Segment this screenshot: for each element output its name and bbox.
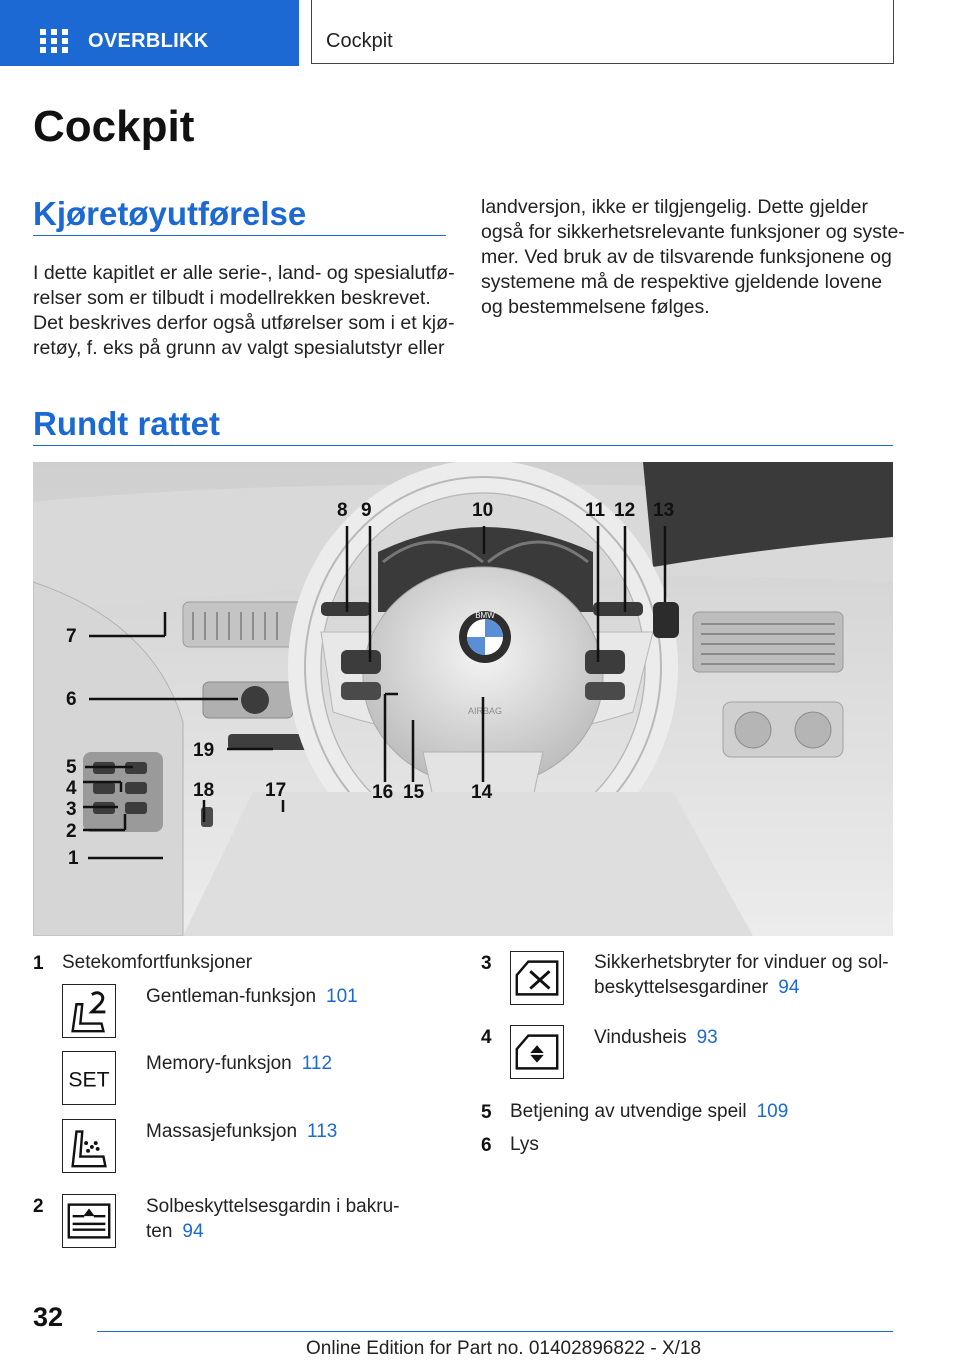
legend-label-3: Sikkerhetsbryter for vinduer og sol- beskyttelsesgardiner 94: [594, 952, 889, 998]
callout-6: 6: [66, 689, 77, 710]
legend-number-1: 1: [33, 953, 44, 974]
section-rule: [33, 235, 446, 236]
grid-icon: [40, 29, 68, 53]
callout-10: 10: [472, 500, 494, 521]
footer-rule: [97, 1331, 893, 1332]
legend-number-5: 5: [481, 1102, 492, 1123]
page-number: 32: [33, 1302, 64, 1332]
callout-13: 13: [653, 500, 675, 521]
header-section-box: [311, 0, 894, 64]
set-icon: [62, 1051, 116, 1105]
callout-3: 3: [66, 799, 77, 820]
airbag-label: AIRBAG: [467, 706, 503, 716]
callout-14: 14: [471, 782, 493, 803]
callout-2: 2: [66, 821, 77, 842]
rear-sunblind-icon: [62, 1194, 116, 1248]
legend-sub-gentleman: Gentleman-funksjon 101: [146, 986, 358, 1007]
seat-massage-icon: [62, 1119, 116, 1173]
cockpit-illustration: [33, 462, 893, 936]
callout-12: 12: [614, 500, 636, 521]
legend-number-3: 3: [481, 953, 492, 974]
window-lift-icon: [510, 1025, 564, 1079]
callout-4: 4: [66, 778, 77, 799]
legend-label-5: Betjening av utvendige speil 109: [510, 1101, 789, 1122]
footer-edition-text: Online Edition for Part no. 01402896822 - X/18: [306, 1338, 702, 1359]
legend-number-6: 6: [481, 1135, 492, 1156]
legend-number-4: 4: [481, 1027, 492, 1048]
header-tab-label: OVERBLIKK: [88, 30, 209, 52]
intro-text-col1: I dette kapitlet er alle serie-, land- og spesialutfø- relser som er tilbudt i modellrekken beskrevet. Det beskrives derfor også utførelser som i et kjø- retøy, f. eks på grunn av valgt spesialutstyr eller: [33, 262, 455, 359]
window-lock-icon: [510, 951, 564, 1005]
legend-label-2: Solbeskyttelsesgardin i bakru- ten 94: [146, 1196, 400, 1242]
callout-17: 17: [265, 780, 287, 801]
svg-text:SET: SET: [68, 1068, 110, 1092]
legend-sub-massage: Massasjefunksjon 113: [146, 1121, 338, 1142]
header-section-label: Cockpit: [326, 30, 393, 52]
section-heading-vehicle-version: Kjøretøyutførelse: [33, 195, 307, 232]
callout-5: 5: [66, 757, 77, 778]
seat-memory-icon: [62, 984, 116, 1038]
callout-15: 15: [403, 782, 425, 803]
legend-sub-memory: Memory-funksjon 112: [146, 1053, 333, 1074]
bmw-logo-text: BMW: [475, 611, 495, 620]
callout-8: 8: [337, 500, 348, 521]
legend-label-6: Lys: [510, 1134, 539, 1155]
callout-7: 7: [66, 626, 77, 647]
intro-text-col2: landversjon, ikke er tilgjengelig. Dette gjelder også for sikkerhetsrelevante funksjoner og syste- mer. Ved bruk av de tilsvarende funksjonene og systemene må de respektive gjeldende lovene og bestemmelsene følges.: [481, 196, 905, 318]
header-tab-overblikk[interactable]: [0, 0, 299, 66]
section-heading-around-steering-wheel: Rundt rattet: [33, 405, 220, 442]
callout-19: 19: [193, 740, 215, 761]
section-rule: [33, 445, 893, 446]
legend-label-4: Vindusheis 93: [594, 1027, 718, 1048]
callout-1: 1: [68, 848, 79, 869]
legend-number-2: 2: [33, 1196, 44, 1217]
legend-label-1: Setekomfortfunksjoner: [62, 952, 253, 973]
callout-16: 16: [372, 782, 394, 803]
callout-18: 18: [193, 780, 215, 801]
callout-11: 11: [585, 500, 606, 521]
page-title: Cockpit: [33, 102, 195, 151]
callout-9: 9: [361, 500, 372, 521]
